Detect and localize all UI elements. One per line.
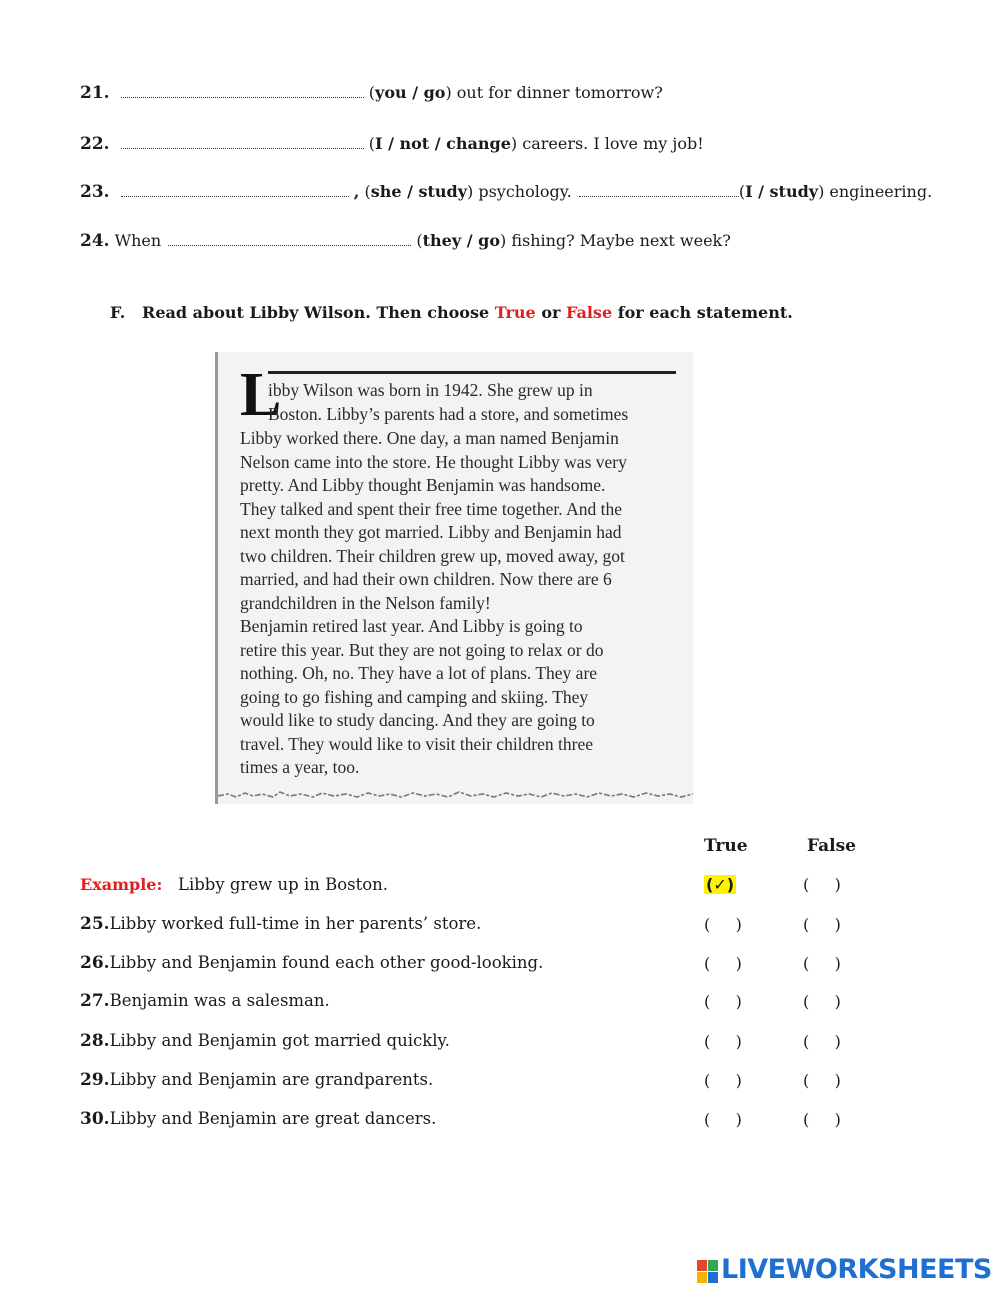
example-text: Libby grew up in Boston.	[178, 875, 389, 894]
statement-number: 27.	[80, 991, 110, 1011]
example-true-check: (✓)	[706, 875, 735, 894]
passage-line: would like to study dancing. And they are going to	[240, 710, 595, 730]
statement-row-29	[80, 1070, 433, 1090]
question-rest: ) careers. I love my job!	[510, 134, 704, 153]
example-false-option: ( )	[803, 875, 841, 894]
question-rest-2: ) engineering.	[818, 182, 933, 201]
open-paren: (	[416, 231, 423, 250]
passage-line: grandchildren in the Nelson family!	[240, 593, 491, 613]
section-f-instruction	[110, 303, 793, 322]
answer-blank-23b[interactable]	[579, 184, 739, 197]
passage-line: Libby worked there. One day, a man named Benjamin	[240, 428, 619, 448]
true-header: True	[704, 836, 748, 856]
true-option-25[interactable]: ( )	[704, 915, 742, 934]
reading-passage	[215, 352, 693, 804]
statement-text: Libby and Benjamin found each other good-looking.	[109, 953, 544, 972]
passage-line: pretty. And Libby thought Benjamin was handsome.	[240, 475, 606, 495]
statement-text: Libby and Benjamin got married quickly.	[109, 1031, 450, 1050]
question-number: 24.	[80, 231, 110, 251]
false-header: False	[807, 836, 856, 856]
answer-blank-23a[interactable]	[121, 184, 349, 197]
instruction-part1: Read about Libby Wilson. Then choose	[142, 303, 490, 322]
false-option-25[interactable]: ( )	[803, 915, 841, 934]
true-option-29[interactable]: ( )	[704, 1071, 742, 1090]
statement-row-25	[80, 914, 481, 934]
verb-hint: she / study	[370, 182, 468, 201]
logo-block	[697, 1272, 707, 1283]
false-option-29[interactable]: ( )	[803, 1071, 841, 1090]
true-option-26[interactable]: ( )	[704, 954, 742, 973]
question-rest: ) out for dinner tomorrow?	[445, 83, 663, 102]
passage-line: next month they got married. Libby and Benjamin had	[240, 522, 622, 542]
statement-number: 25.	[80, 914, 110, 934]
statement-text: Benjamin was a salesman.	[109, 991, 330, 1010]
false-option-26[interactable]: ( )	[803, 954, 841, 973]
logo-block	[708, 1272, 718, 1283]
question-23	[80, 182, 932, 202]
verb-hint: they / go	[422, 231, 500, 250]
question-24	[80, 231, 731, 251]
open-paren: (	[738, 182, 746, 201]
instruction-part2: for each statement.	[617, 303, 793, 322]
example-label: Example:	[80, 875, 163, 894]
question-number: 21.	[80, 83, 110, 103]
question-number: 23.	[80, 182, 110, 202]
question-rest: ) psychology.	[467, 182, 572, 201]
passage-line: They talked and spent their free time together. And the	[240, 499, 622, 519]
passage-line: nothing. Oh, no. They have a lot of plans. They are	[240, 663, 598, 683]
logo-blocks-icon	[697, 1260, 719, 1284]
passage-line: going to go fishing and camping and skiing. They	[240, 687, 589, 707]
comma: ,	[353, 182, 360, 201]
logo-block	[708, 1260, 718, 1271]
statement-text: Libby worked full-time in her parents’ store.	[109, 914, 482, 933]
passage-line: times a year, too.	[240, 757, 360, 777]
passage-line: ibby Wilson was born in 1942. She grew up in	[268, 380, 593, 400]
statement-row-30	[80, 1109, 436, 1129]
drop-cap: L	[240, 361, 282, 429]
true-option-30[interactable]: ( )	[704, 1110, 742, 1129]
true-option-28[interactable]: ( )	[704, 1032, 742, 1051]
statement-number: 30.	[80, 1109, 110, 1129]
open-paren: (	[364, 182, 371, 201]
statement-number: 29.	[80, 1070, 110, 1090]
question-number: 22.	[80, 134, 110, 154]
verb-hint: I / not / change	[375, 134, 511, 153]
verb-hint-2: I / study	[745, 182, 819, 201]
passage-line: Benjamin retired last year. And Libby is going to	[240, 616, 583, 636]
section-letter: F.	[110, 303, 126, 322]
or-word: or	[541, 303, 561, 322]
passage-line: travel. They would like to visit their children three	[240, 734, 593, 754]
statement-text: Libby and Benjamin are grandparents.	[109, 1070, 434, 1089]
false-option-27[interactable]: ( )	[803, 992, 841, 1011]
true-word: True	[494, 303, 536, 322]
question-rest: ) fishing? Maybe next week?	[499, 231, 731, 250]
false-option-28[interactable]: ( )	[803, 1032, 841, 1051]
verb-hint: you / go	[375, 83, 446, 102]
true-option-27[interactable]: ( )	[704, 992, 742, 1011]
answer-blank-24[interactable]	[168, 233, 411, 246]
passage-line: Nelson came into the store. He thought Libby was very	[240, 452, 627, 472]
passage-line: retire this year. But they are not going to relax or do	[240, 640, 604, 660]
logo-block	[697, 1260, 707, 1271]
question-21	[80, 83, 663, 103]
passage-line: Boston. Libby’s parents had a store, and sometimes	[268, 404, 629, 424]
open-paren: (	[368, 134, 376, 153]
question-prefix: When	[114, 231, 162, 250]
statement-number: 28.	[80, 1031, 110, 1051]
false-option-30[interactable]: ( )	[803, 1110, 841, 1129]
statement-row-28	[80, 1031, 450, 1051]
answer-blank-21[interactable]	[121, 85, 364, 98]
open-paren: (	[368, 83, 376, 102]
answer-blank-22[interactable]	[121, 136, 364, 149]
statement-text: Libby and Benjamin are great dancers.	[109, 1109, 437, 1128]
torn-edge	[218, 788, 693, 802]
statement-number: 26.	[80, 953, 110, 973]
question-22	[80, 134, 704, 154]
statement-row-27	[80, 991, 330, 1011]
statement-row-26	[80, 953, 543, 973]
passage-line: two children. Their children grew up, moved away, got	[240, 546, 625, 566]
logo-text: LIVEWORKSHEETS	[721, 1254, 992, 1285]
false-word: False	[566, 303, 613, 322]
passage-line: married, and had their own children. Now there are 6	[240, 569, 612, 589]
passage-top-rule	[268, 371, 676, 374]
